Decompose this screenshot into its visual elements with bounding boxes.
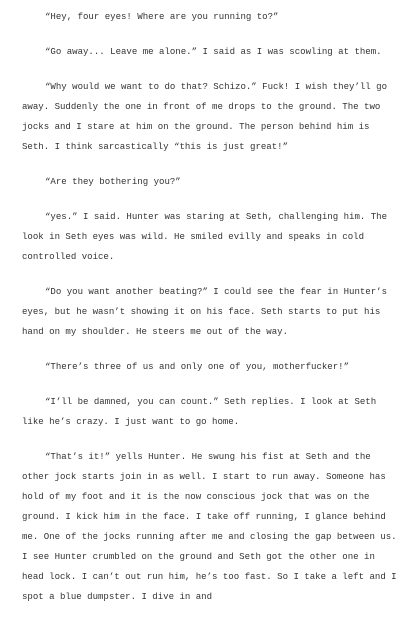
paragraph-2: “Go away... Leave me alone.” I said as I was scowling at them. <box>45 46 382 57</box>
story-text <box>22 7 400 622</box>
paragraph-1: “Hey, four eyes! Where are you running to?” <box>45 11 279 22</box>
paragraph-8: “I’ll be damned, you can count.” Seth replies. I look at Seth like he’s crazy. I just want to go home. <box>22 396 377 427</box>
paragraph-5: “yes.” I said. Hunter was staring at Seth, challenging him. The look in Seth eyes was wild. He smiled evilly and speaks in cold controlled voice. <box>22 211 388 262</box>
paragraph-9: “That’s it!” yells Hunter. He swung his fist at Seth and the other jock starts join in as well. I start to run away. Someone has hold of my foot and it is the now conscious jock that was on the ground. I kick him in the face. I take off running, I glance behind me. One of the jocks running after me and closing the gap between us. I see Hunter crumbled on the ground and Seth got the other one in head lock. I can’t out run him, he’s too fast. So I take a left and I spot a blue dumpster. I dive in and <box>22 451 397 602</box>
paragraph-6: “Do you want another beating?” I could see the fear in Hunter’s eyes, but he wasn’t showing it on his face. Seth starts to put his hand on my shoulder. He steers me out of the way. <box>22 286 388 337</box>
paragraph-4: “Are they bothering you?” <box>45 176 181 187</box>
paragraph-3: “Why would we want to do that? Schizo.” Fuck! I wish they’ll go away. Suddenly the one in front of me drops to the ground. The two jocks and I stare at him on the ground. The person behind him is Seth. I think sarcastically “this is just great!” <box>22 81 388 152</box>
paragraph-7: “There’s three of us and only one of you, motherfucker!” <box>45 361 350 372</box>
